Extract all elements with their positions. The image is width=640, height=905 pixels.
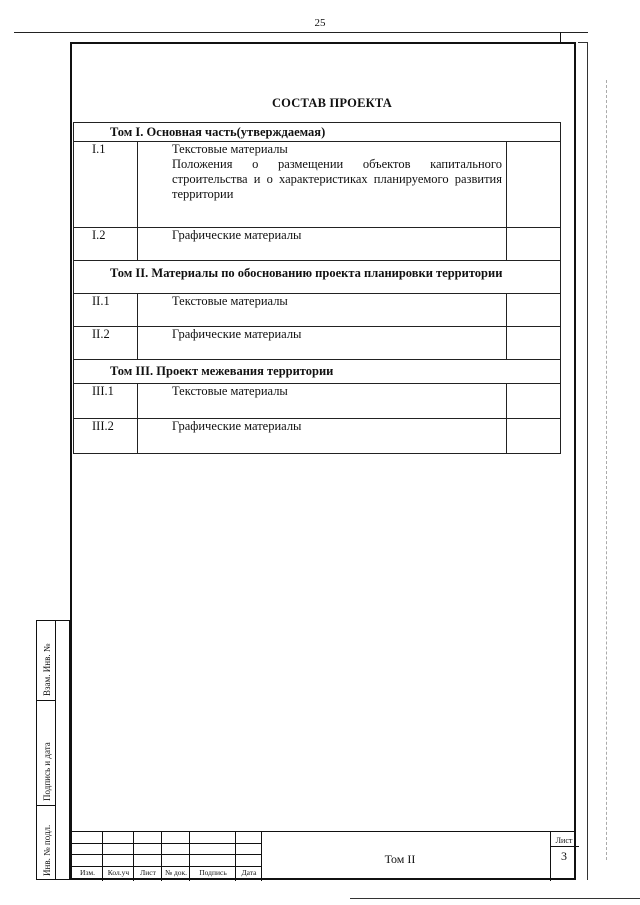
- row-label: Графические материалы: [138, 327, 507, 360]
- row-sheet: [507, 142, 561, 228]
- sheet-divider: [551, 846, 579, 847]
- volume-heading-row: [74, 261, 561, 294]
- side-stamp: [36, 620, 70, 880]
- volume-heading-row: [74, 123, 561, 142]
- sheet-number: 3: [561, 849, 567, 863]
- stamp-cell-signature-date: [37, 701, 55, 806]
- table-row: [74, 228, 561, 261]
- title-block-main: [262, 832, 554, 881]
- scan-edge: [606, 80, 609, 860]
- row-sheet: [507, 294, 561, 327]
- row-code: III.2: [74, 419, 138, 454]
- volume-heading: Том III. Проект межевания территории: [74, 360, 561, 384]
- stamp-cell-inventory-original: [37, 806, 55, 880]
- grid-row-line: [72, 843, 262, 844]
- row-label: Графические материалы: [138, 419, 507, 454]
- row-description: [138, 142, 507, 228]
- row-label: Графические материалы: [138, 228, 507, 261]
- volume-heading-row: [74, 360, 561, 384]
- row-code: III.1: [74, 384, 138, 419]
- page-number: 25: [314, 17, 326, 29]
- volume-heading: Том II. Материалы по обоснованию проекта планировки территории: [74, 261, 561, 294]
- row-sheet: [507, 327, 561, 360]
- column-label-sheet: Лист: [140, 868, 156, 877]
- table-row: [74, 294, 561, 327]
- row-label: Текстовые материалы: [172, 142, 288, 156]
- stamp-label: Взам. Инв. №: [42, 643, 52, 696]
- grid-row-line: [72, 854, 262, 855]
- stamp-fill-column: [55, 621, 70, 879]
- column-label-doc-number: № док.: [164, 868, 188, 877]
- column-label-signature: Подпись: [199, 868, 227, 877]
- row-label: Текстовые материалы: [138, 384, 507, 419]
- table-row: [74, 142, 561, 228]
- grid-row-line: [72, 866, 262, 867]
- sheet-label: Лист: [555, 836, 573, 845]
- top-rule: [14, 32, 588, 33]
- row-label: Текстовые материалы: [138, 294, 507, 327]
- column-label-change: Изм.: [80, 868, 95, 877]
- corner-mark: [560, 32, 579, 42]
- document-title: СОСТАВ ПРОЕКТА: [271, 96, 393, 110]
- column-label-date: Дата: [241, 868, 257, 877]
- sheet-cell: [550, 832, 578, 881]
- volume-heading: Том I. Основная часть(утверждаемая): [74, 123, 561, 142]
- row-sheet: [507, 419, 561, 454]
- stamp-cell-inventory-replaced: [37, 621, 55, 701]
- row-code: II.2: [74, 327, 138, 360]
- stamp-label: Подпись и дата: [42, 742, 52, 801]
- row-code: I.2: [74, 228, 138, 261]
- row-note: Положения о размещении объектов капитального строительства и о характеристиках планируемого развития территории: [172, 157, 502, 201]
- contents-table: [73, 122, 561, 454]
- bottom-rule: [350, 898, 640, 899]
- title-block-volume: Том II: [384, 852, 416, 866]
- row-sheet: [507, 384, 561, 419]
- frame-outer-edge: [578, 42, 588, 880]
- row-code: I.1: [74, 142, 138, 228]
- row-sheet: [507, 228, 561, 261]
- revision-grid: [72, 832, 262, 881]
- title-block: [72, 831, 576, 880]
- column-label-quantity: Кол.уч: [107, 868, 130, 877]
- row-code: II.1: [74, 294, 138, 327]
- table-row: [74, 419, 561, 454]
- table-row: [74, 327, 561, 360]
- stamp-label: Инв. № подл.: [42, 824, 52, 876]
- table-row: [74, 384, 561, 419]
